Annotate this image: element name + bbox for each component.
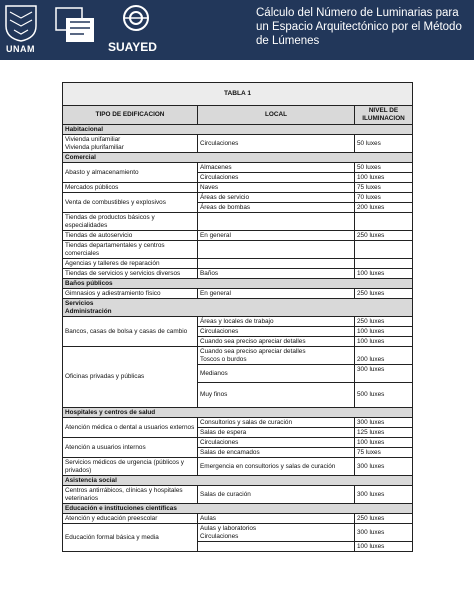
table-cell: 200 luxes: [355, 203, 413, 213]
table-cell: 250 luxes: [355, 231, 413, 241]
table-cell: Servicios médicos de urgencia (públicos y privados): [63, 458, 198, 476]
table-cell: Venta de combustibles y explosivos: [63, 193, 198, 213]
table-title: TABLA 1: [63, 83, 413, 106]
document-header: [0, 0, 474, 60]
document-title: [256, 6, 470, 48]
title-line: de Lúmenes: [256, 35, 320, 47]
table-cell: Salas de curación: [198, 486, 355, 504]
table-cell: Abasto y almacenamiento: [63, 163, 198, 183]
table-cell: Vivienda unifamiliar Vivienda plurifamiliar: [63, 135, 198, 153]
unam-label: UNAM: [6, 44, 35, 54]
table-cell: Gimnasios y adiestramiento físico: [63, 289, 198, 299]
section-heading: Educación e instituciones científicas: [63, 504, 413, 514]
table-cell: Consultorios y salas de curación: [198, 418, 355, 428]
table-cell: 75 luxes: [355, 183, 413, 193]
table-cell: Áreas de servicio: [198, 193, 355, 203]
table-cell: 500 luxes: [355, 383, 413, 408]
table-cell: 300 luxes: [355, 458, 413, 476]
section-heading: Comercial: [63, 153, 413, 163]
table-cell: Atención y educación preescolar: [63, 514, 198, 524]
table-cell: 100 luxes: [355, 542, 413, 552]
table-cell: Tiendas de servicios y servicios diversos: [63, 269, 198, 279]
table-cell: Oficinas privadas y públicas: [63, 347, 198, 408]
illumination-table: [62, 82, 412, 552]
suayed-label: SUAYED: [108, 40, 157, 54]
table-cell: En general: [198, 289, 355, 299]
table-cell: 250 luxes: [355, 317, 413, 327]
table-cell: Agencias y talleres de reparación: [63, 259, 198, 269]
table-cell: [198, 241, 355, 259]
table-cell: 200 luxes: [355, 347, 413, 365]
table-cell: 70 luxes: [355, 193, 413, 203]
table-cell: 50 luxes: [355, 135, 413, 153]
table-cell: Cuando sea preciso apreciar detalles: [198, 337, 355, 347]
section-heading: Habitacional: [63, 125, 413, 135]
table-cell: 75 luxes: [355, 448, 413, 458]
section-heading: Servicios Administración: [63, 299, 413, 317]
logo-strip: [4, 4, 234, 56]
table-cell: Atención a usuarios internos: [63, 438, 198, 458]
section-heading: Baños públicos: [63, 279, 413, 289]
table-cell: Áreas de bombas: [198, 203, 355, 213]
table-cell: Mercados públicos: [63, 183, 198, 193]
table-cell: Salas de encamados: [198, 448, 355, 458]
table-cell: 100 luxes: [355, 327, 413, 337]
table-cell: Emergencia en consultorios y salas de curación: [198, 458, 355, 476]
table-cell: Tiendas departamentales y centros comerciales: [63, 241, 198, 259]
table-cell: Medianos: [198, 365, 355, 383]
table-cell: Atención médica o dental a usuarios externos: [63, 418, 198, 438]
table-cell: En general: [198, 231, 355, 241]
column-header: TIPO DE EDIFICACION: [63, 106, 198, 125]
table-cell: Baños: [198, 269, 355, 279]
section-heading: Hospitales y centros de salud: [63, 408, 413, 418]
table-cell: Áreas y locales de trabajo: [198, 317, 355, 327]
table-cell: Centros antirrábicos, clínicas y hospitales veterinarios: [63, 486, 198, 504]
table-cell: [198, 542, 355, 552]
table-cell: 100 luxes: [355, 173, 413, 183]
column-header: LOCAL: [198, 106, 355, 125]
unam-shield-logo: [4, 4, 38, 42]
table-cell: Educación formal básica y media: [63, 524, 198, 552]
table-cell: [355, 259, 413, 269]
table-cell: Circulaciones: [198, 438, 355, 448]
table-cell: [355, 213, 413, 231]
table-cell: Tiendas de productos básicos y especialidades: [63, 213, 198, 231]
table-cell: Muy finos: [198, 383, 355, 408]
table-cell: 50 luxes: [355, 163, 413, 173]
table-cell: Bancos, casas de bolsa y casas de cambio: [63, 317, 198, 347]
table-cell: Salas de espera: [198, 428, 355, 438]
table-cell: 300 luxes: [355, 365, 413, 383]
table-cell: [198, 213, 355, 231]
table-cell: Aulas: [198, 514, 355, 524]
title-line: Cálculo del Número de Luminarias para: [256, 7, 459, 19]
table-cell: Tiendas de autoservicio: [63, 231, 198, 241]
table-cell: [198, 259, 355, 269]
column-header: NIVEL DE ILUMINACION: [355, 106, 413, 125]
table-cell: 100 luxes: [355, 438, 413, 448]
fes-logo: [54, 4, 98, 48]
table-cell: 100 luxes: [355, 269, 413, 279]
title-line: un Espacio Arquitectónico por el Método: [256, 21, 462, 33]
table-cell: Circulaciones: [198, 327, 355, 337]
table-cell: Aulas y laboratorios Circulaciones: [198, 524, 355, 542]
table-cell: 300 luxes: [355, 524, 413, 542]
table-cell: 300 luxes: [355, 486, 413, 504]
table-cell: 250 luxes: [355, 289, 413, 299]
table-cell: 300 luxes: [355, 418, 413, 428]
table-cell: Almacenes: [198, 163, 355, 173]
table-cell: Circulaciones: [198, 173, 355, 183]
table-cell: 250 luxes: [355, 514, 413, 524]
table-cell: Circulaciones: [198, 135, 355, 153]
section-heading: Asistencia social: [63, 476, 413, 486]
table-cell: Naves: [198, 183, 355, 193]
table-cell: Cuando sea preciso apreciar detalles Toscos o burdos: [198, 347, 355, 365]
table-cell: [355, 241, 413, 259]
table-cell: 125 luxes: [355, 428, 413, 438]
table-cell: 100 luxes: [355, 337, 413, 347]
